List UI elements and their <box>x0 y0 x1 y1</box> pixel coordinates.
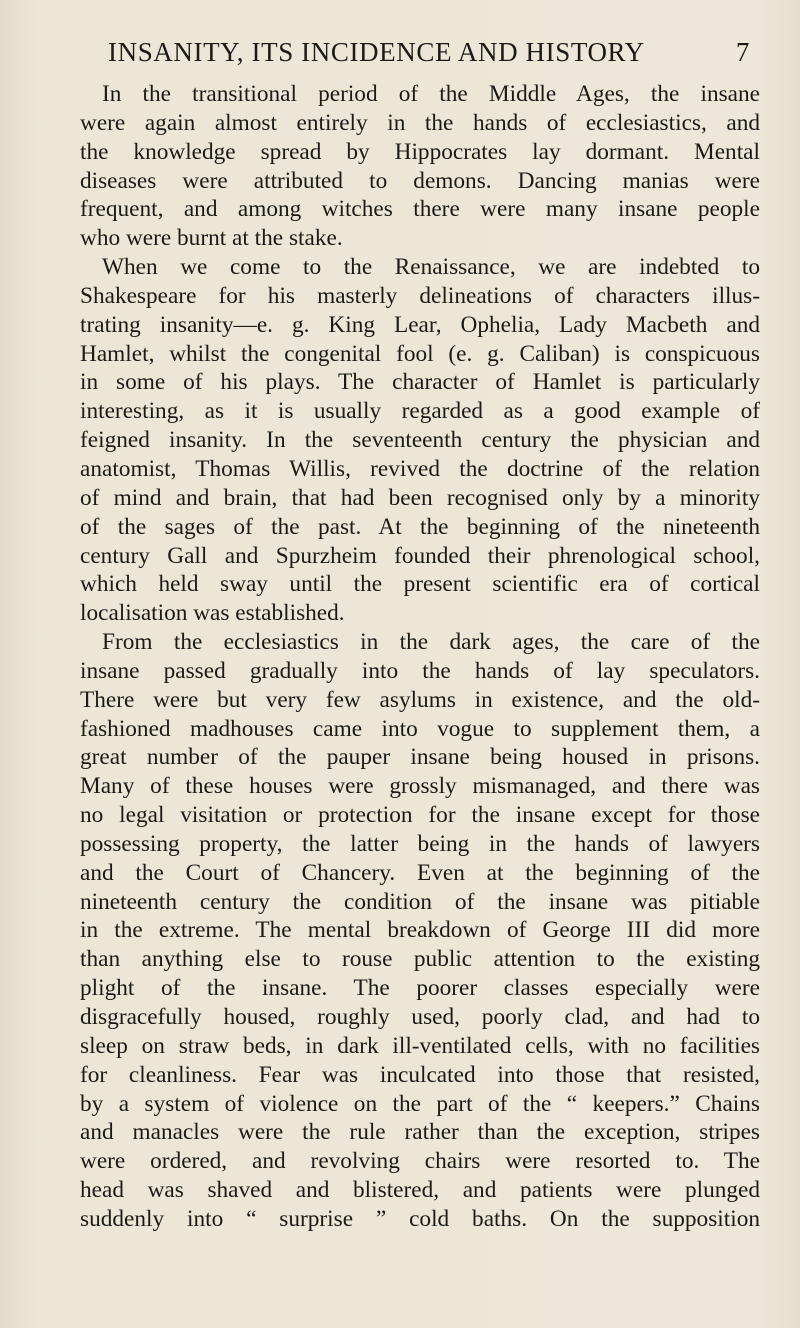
text-line: than anything else to rouse public attention to the existing <box>80 946 760 973</box>
page-number: 7 <box>735 37 750 67</box>
text-line: the knowledge spread by Hippocrates lay dormant. Mental <box>80 138 760 165</box>
text-line: Hamlet, whilst the congenital fool (e. g. Caliban) is conspicuous <box>80 340 760 367</box>
text-line: trating insanity—e. g. King Lear, Ophelia, Lady Macbeth and <box>80 311 760 338</box>
text-line: From the ecclesiastics in the dark ages, the care of the <box>102 629 760 656</box>
text-line: diseases were attributed to demons. Dancing manias were <box>80 167 760 194</box>
body-text <box>80 80 760 1234</box>
text-line: insane passed gradually into the hands of lay speculators. <box>80 657 760 684</box>
text-line: plight of the insane. The poorer classes especially were <box>80 975 760 1002</box>
text-line: Shakespeare for his masterly delineations of characters illus- <box>80 282 760 309</box>
text-line: head was shaved and blistered, and patients were plunged <box>80 1177 760 1204</box>
text-line: great number of the pauper insane being housed in prisons. <box>80 744 760 771</box>
text-line: There were but very few asylums in existence, and the old- <box>80 686 760 713</box>
text-line: In the transitional period of the Middle Ages, the insane <box>102 81 760 107</box>
text-line: which held sway until the present scientific era of cortical <box>80 571 760 598</box>
text-line: feigned insanity. In the seventeenth century the physician and <box>80 427 760 454</box>
text-line: were ordered, and revolving chairs were resorted to. The <box>80 1148 760 1175</box>
text-line: sleep on straw beds, in dark ill-ventilated cells, with no facilities <box>80 1032 760 1059</box>
text-line: possessing property, the latter being in the hands of lawyers <box>80 830 760 857</box>
text-line: in the extreme. The mental breakdown of George III did more <box>80 917 760 944</box>
text-line: fashioned madhouses came into vogue to supplement them, a <box>80 715 760 742</box>
text-line: and the Court of Chancery. Even at the beginning of the <box>80 859 760 886</box>
text-line: no legal visitation or protection for the insane except for those <box>80 802 760 829</box>
text-line: for cleanliness. Fear was inculcated into those that resisted, <box>80 1061 760 1088</box>
running-title: INSANITY, ITS INCIDENCE AND HISTORY <box>108 37 645 67</box>
text-line: century Gall and Spurzheim founded their phrenological school, <box>80 542 760 569</box>
text-line: by a system of violence on the part of the “ keepers.” Chains <box>80 1090 760 1117</box>
text-line: of mind and brain, that had been recognised only by a minority <box>80 484 760 511</box>
text-line: frequent, and among witches there were many insane people <box>80 196 760 223</box>
text-line: were again almost entirely in the hands of ecclesiastics, and <box>80 109 760 136</box>
text-line: nineteenth century the condition of the insane was pitiable <box>80 888 760 915</box>
text-line: When we come to the Renaissance, we are indebted to <box>102 254 760 281</box>
text-line: anatomist, Thomas Willis, revived the doctrine of the relation <box>80 455 760 482</box>
text-line: disgracefully housed, roughly used, poorly clad, and had to <box>80 1004 760 1030</box>
text-line: Many of these houses were grossly mismanaged, and there was <box>80 773 760 800</box>
text-line: and manacles were the rule rather than the exception, stripes <box>80 1119 760 1146</box>
text-line: suddenly into “ surprise ” cold baths. On the supposition <box>80 1205 760 1232</box>
running-head <box>108 32 750 72</box>
text-line: who were burnt at the stake. <box>80 225 343 252</box>
text-line: interesting, as it is usually regarded as a good example of <box>80 398 760 425</box>
text-line: localisation was established. <box>80 600 345 627</box>
text-line: in some of his plays. The character of Hamlet is particularly <box>80 369 760 396</box>
text-line: of the sages of the past. At the beginning of the nineteenth <box>80 513 760 540</box>
